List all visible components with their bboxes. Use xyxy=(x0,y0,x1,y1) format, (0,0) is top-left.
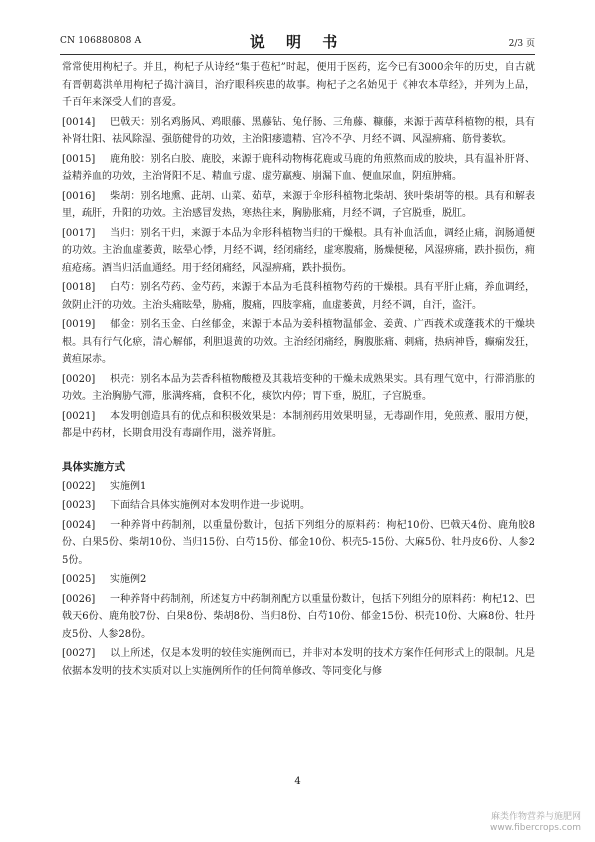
paragraph-text: 一种养肾中药制剂，以重量份数计，包括下列组分的原料药：枸杞10份、巴戟天4份、鹿角胶8份、白果5份、柴胡10份、当归15份、白芍15份、郁金10份、枳壳5-15份、大麻5份、牡丹皮6份、人参25份。 xyxy=(62,519,535,566)
paragraph-text: 白芍：别名芍药、金芍药，来源于本品为毛茛科植物芍药的干燥根。具有平肝止痛，养血调经，敛阴止汗的功效。主治头痛眩晕，胁痛，腹痛，四肢挛痛，血虚萎黄，月经不调，自汗，盗汗。 xyxy=(62,282,535,311)
paragraph-number: [0025] xyxy=(62,574,96,585)
paragraph xyxy=(62,408,535,443)
paragraph-text: 以上所述，仅是本发明的较佳实施例而已，并非对本发明的技术方案作任何形式上的限制。凡是依据本发明的技术实质对以上实施例所作的任何简单修改、等同变化与修 xyxy=(62,648,535,677)
paragraph xyxy=(62,316,535,369)
paragraph-text: 实施例2 xyxy=(110,574,147,585)
paragraph-number: [0016] xyxy=(62,190,96,202)
paragraph-number: [0015] xyxy=(62,153,96,165)
paragraph xyxy=(62,188,535,223)
header-rule xyxy=(60,54,535,55)
paragraph xyxy=(62,645,535,680)
paragraph-list-embodiments xyxy=(62,478,535,681)
paragraph xyxy=(62,517,535,570)
paragraph xyxy=(62,151,535,186)
paragraph-text: 下面结合具体实施例对本发明作进一步说明。 xyxy=(110,500,310,511)
paragraph-number: [0018] xyxy=(62,282,96,293)
document-title: 说 明 书 xyxy=(249,33,346,51)
patent-number: CN 106880808 A xyxy=(60,36,142,46)
paragraph-number: [0019] xyxy=(62,319,96,330)
paragraph-text: 实施例1 xyxy=(110,480,147,492)
intro-paragraph: 常常使用枸杞子。并且，枸杞子从诗经“集于苞杞”时起，便用于医药，迄今已有3000余年的历史，自古就有晋朝葛洪单用枸杞子捣汁滴目，治疗眼科疾患的故事。枸杞子之名始见于《神农本草经》，并列为上品，千百年来深受人们的喜爱。 xyxy=(62,62,535,108)
page-header xyxy=(60,30,535,52)
paragraph-text: 鹿角胶：别名白胶、鹿胶，来源于鹿科动物梅花鹿或马鹿的角煎熬而成的胶块，具有温补肝肾、益精养血的功效，主治肾阳不足、精血亏虚、虚劳羸瘦、崩漏下血、便血尿血，阴疽肿痛。 xyxy=(62,153,535,182)
paragraph xyxy=(62,497,535,515)
paragraph-number: [0022] xyxy=(62,480,96,492)
paragraph-number: [0024] xyxy=(62,519,96,531)
paragraph-text: 当归：别名干归，来源于本品为伞形科植物当归的干燥根。具有补血活血，调经止痛，润肠通便的功效。主治血虚萎黄，眩晕心悸，月经不调，经闭痛经，虚寒腹痛，肠燥便秘，风湿痹痛，跌扑损伤，痈疽疮疡。酒当归活血通经。用于经闭痛经，风湿痹痛，跌扑损伤。 xyxy=(62,227,535,274)
paragraph-number: [0014] xyxy=(62,116,96,128)
paragraph-list xyxy=(62,114,535,443)
paragraph xyxy=(62,591,535,644)
page-number: 4 xyxy=(294,776,301,787)
paragraph-number: [0021] xyxy=(62,410,96,422)
watermark-line-2: www.fibercrops.com xyxy=(490,823,581,833)
paragraph-text: 柴胡：别名地熏、茈胡、山菜、茹草，来源于伞形科植物北柴胡、狭叶柴胡等的根。具有和解表里，疏肝，升阳的功效。主治感冒发热，寒热往来，胸胁胀痛，月经不调，子宫脱垂，脱肛。 xyxy=(62,190,535,219)
watermark-line-1: 麻类作物营养与施肥网 xyxy=(490,812,581,822)
paragraph xyxy=(62,571,535,589)
page-count: 2/3 页 xyxy=(508,39,535,49)
paragraph-text: 本发明创造具有的优点和积极效果是：本制剂药用效果明显，无毒副作用，免煎煮、服用方便，都是中药材，长期食用没有毒副作用，滋养肾脏。 xyxy=(62,410,535,439)
paragraph-number: [0026] xyxy=(62,593,96,605)
paragraph-text: 枳壳：别名本品为芸香科植物酸橙及其栽培变种的干燥未成熟果实。具有理气宽中，行滞消胀的功效。主治胸胁气滞，胀满疼痛，食积不化，痰饮内停；胃下垂，脱肛，子宫脱垂。 xyxy=(62,373,535,402)
paragraph xyxy=(62,478,535,496)
paragraph xyxy=(62,371,535,406)
section-title: 具体实施方式 xyxy=(62,460,125,473)
paragraph-number: [0020] xyxy=(62,373,96,385)
paragraph xyxy=(62,225,535,278)
paragraph-text: 一种养肾中药制剂，所述复方中药制剂配方以重量份数计，包括下列组分的原料药：枸杞12、巴戟天6份、鹿角胶7份、白果8份、柴胡8份、当归8份、白芍10份、郁金15份、枳壳10份、大麻8份、牡丹皮5份、人参28份。 xyxy=(62,593,535,640)
paragraph-number: [0017] xyxy=(62,227,96,239)
paragraph xyxy=(62,279,535,314)
watermark xyxy=(490,812,581,834)
paragraph-text: 巴戟天：别名鸡肠风、鸡眼藤、黑藤钻、兔仔肠、三角藤、糠藤，来源于茜草科植物的根，具有补肾壮阳、祛风除湿、强筋健骨的功效，主治阳痿遗精、宫冷不孕、月经不调、风湿痹痛、筋骨萎软。 xyxy=(62,116,535,145)
paragraph-number: [0027] xyxy=(62,648,96,659)
paragraph-number: [0023] xyxy=(62,500,96,511)
document-body xyxy=(62,59,535,682)
paragraph xyxy=(62,114,535,149)
paragraph-text: 郁金：别名玉金、白丝郁金，来源于本品为姜科植物温郁金、姜黄、广西莪术或蓬莪术的干燥块根。具有行气化瘀，清心解郁，利胆退黄的功效。主治经闭痛经，胸腹胀痛、刺痛，热病神昏，癫痫发狂，黄疸尿赤。 xyxy=(62,319,535,365)
